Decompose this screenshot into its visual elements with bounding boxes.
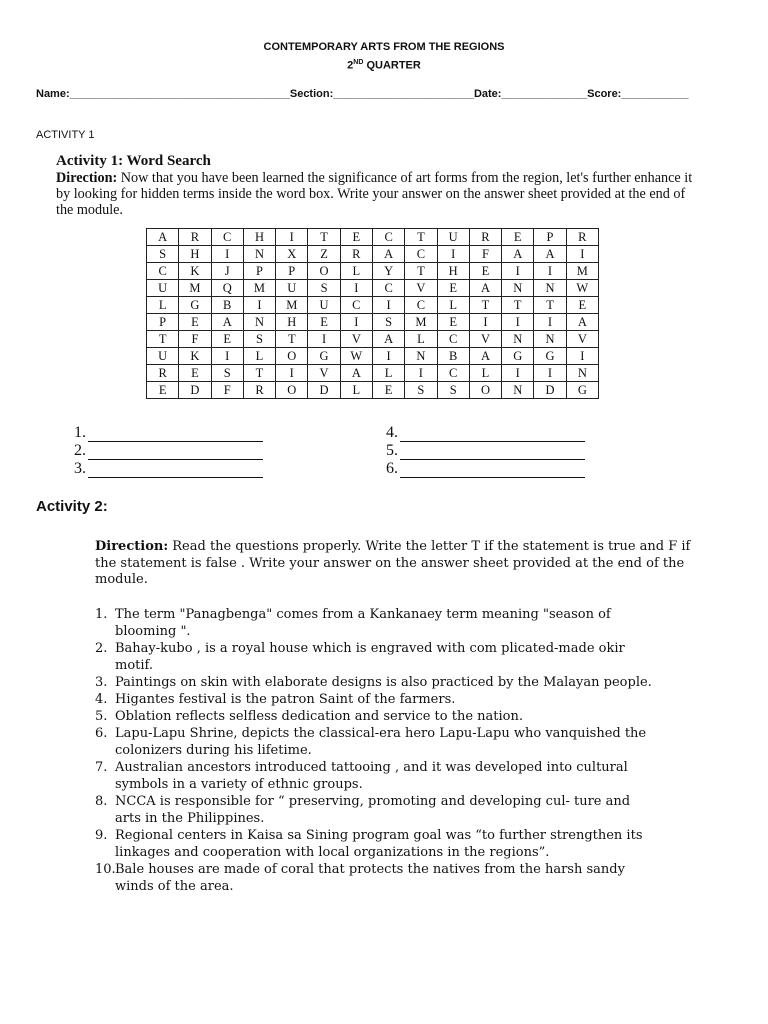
grid-cell: E	[211, 331, 243, 348]
statement-item	[95, 691, 655, 708]
statement-text: NCCA is responsible for “ preserving, promoting and developing cul- ture and arts in the Philippines.	[115, 794, 631, 826]
title-text: CONTEMPORARY ARTS FROM THE REGIONS	[263, 41, 505, 53]
grid-row	[147, 314, 599, 331]
grid-cell: I	[437, 246, 469, 263]
statement-number: 6.	[95, 726, 108, 741]
grid-cell: L	[469, 365, 501, 382]
grid-cell: O	[276, 348, 308, 365]
answer-number: 1.	[74, 424, 86, 441]
quarter-number: 2	[347, 59, 354, 72]
answer-line	[74, 442, 263, 460]
answer-blank	[400, 427, 585, 442]
grid-cell: E	[308, 314, 340, 331]
grid-cell: N	[502, 331, 534, 348]
word-search-direction	[56, 170, 696, 218]
statement-item	[95, 674, 655, 691]
activity1-label: ACTIVITY 1	[36, 129, 95, 141]
grid-cell: I	[534, 365, 566, 382]
grid-cell: G	[534, 348, 566, 365]
grid-cell: V	[308, 365, 340, 382]
grid-cell: S	[372, 314, 404, 331]
grid-cell: T	[502, 297, 534, 314]
statement-text: Regional centers in Kaisa sa Sining program goal was “to further strengthen its linkages and cooperation with local organizations in the regions”.	[115, 828, 643, 860]
grid-cell: I	[405, 365, 437, 382]
grid-cell: I	[276, 365, 308, 382]
grid-cell: E	[147, 382, 179, 399]
grid-cell: R	[147, 365, 179, 382]
statement-text: Paintings on skin with elaborate designs is also practiced by the Malayan people.	[115, 675, 652, 690]
grid-cell: V	[469, 331, 501, 348]
grid-cell: T	[276, 331, 308, 348]
grid-cell: I	[566, 246, 598, 263]
grid-cell: I	[502, 365, 534, 382]
statement-item	[95, 759, 655, 793]
grid-cell: N	[243, 314, 275, 331]
answer-line	[74, 424, 263, 442]
grid-cell: C	[437, 331, 469, 348]
grid-cell: T	[405, 229, 437, 246]
grid-cell: A	[211, 314, 243, 331]
grid-cell: D	[534, 382, 566, 399]
answer-blank	[88, 445, 263, 460]
grid-cell: W	[566, 280, 598, 297]
direction-text: Read the questions properly. Write the letter T if the statement is true and F if the statement is false . Write your answer on the answer sheet provided at the end of the module.	[95, 539, 691, 587]
statement-number: 3.	[95, 675, 108, 690]
grid-cell: N	[502, 382, 534, 399]
grid-cell: G	[308, 348, 340, 365]
grid-cell: E	[502, 229, 534, 246]
statement-item	[95, 861, 655, 895]
grid-cell: F	[469, 246, 501, 263]
grid-cell: A	[372, 246, 404, 263]
grid-cell: E	[469, 263, 501, 280]
grid-cell: R	[469, 229, 501, 246]
grid-cell: N	[566, 365, 598, 382]
grid-row	[147, 297, 599, 314]
grid-cell: D	[308, 382, 340, 399]
grid-cell: H	[243, 229, 275, 246]
grid-cell: P	[276, 263, 308, 280]
answer-blank	[400, 445, 585, 460]
grid-cell: V	[405, 280, 437, 297]
grid-cell: N	[534, 280, 566, 297]
grid-cell: T	[405, 263, 437, 280]
grid-cell: W	[340, 348, 372, 365]
grid-cell: I	[340, 314, 372, 331]
statement-item	[95, 725, 655, 759]
grid-cell: K	[179, 263, 211, 280]
grid-cell: P	[147, 314, 179, 331]
grid-cell: J	[211, 263, 243, 280]
true-false-list	[95, 606, 655, 895]
grid-cell: I	[534, 263, 566, 280]
grid-cell: I	[469, 314, 501, 331]
grid-cell: A	[469, 348, 501, 365]
grid-cell: C	[372, 229, 404, 246]
grid-cell: G	[179, 297, 211, 314]
document-title	[0, 40, 768, 74]
grid-cell: V	[340, 331, 372, 348]
statement-item	[95, 827, 655, 861]
grid-cell: I	[502, 263, 534, 280]
answer-line	[74, 460, 263, 478]
statement-item	[95, 793, 655, 827]
grid-cell: E	[437, 314, 469, 331]
grid-cell: A	[469, 280, 501, 297]
grid-cell: M	[179, 280, 211, 297]
grid-cell: U	[437, 229, 469, 246]
grid-cell: M	[243, 280, 275, 297]
statement-text: Australian ancestors introduced tattooing , and it was developed into cultural symbols in a variety of ethnic groups.	[115, 760, 628, 792]
grid-cell: E	[340, 229, 372, 246]
grid-cell: T	[147, 331, 179, 348]
grid-cell: S	[405, 382, 437, 399]
grid-cell: H	[179, 246, 211, 263]
grid-cell: R	[340, 246, 372, 263]
grid-cell: P	[534, 229, 566, 246]
grid-cell: F	[211, 382, 243, 399]
statement-text: Lapu-Lapu Shrine, depicts the classical-era hero Lapu-Lapu who vanquished the colonizers during his lifetime.	[115, 726, 647, 758]
statement-item	[95, 606, 655, 640]
answer-number: 3.	[74, 460, 86, 477]
grid-cell: G	[502, 348, 534, 365]
grid-cell: T	[469, 297, 501, 314]
grid-cell: K	[179, 348, 211, 365]
grid-cell: A	[502, 246, 534, 263]
student-info-line: Name:____________________________________Section:_______________________Date:______________Score:___________	[36, 88, 689, 100]
grid-cell: L	[437, 297, 469, 314]
grid-cell: I	[211, 348, 243, 365]
grid-cell: R	[179, 229, 211, 246]
grid-cell: S	[243, 331, 275, 348]
grid-cell: I	[566, 348, 598, 365]
grid-cell: O	[308, 263, 340, 280]
statement-number: 7.	[95, 760, 108, 775]
grid-cell: N	[534, 331, 566, 348]
statement-text: Bale houses are made of coral that protects the natives from the harsh sandy winds of the area.	[115, 862, 625, 894]
grid-cell: F	[179, 331, 211, 348]
grid-cell: B	[437, 348, 469, 365]
answer-blank	[400, 463, 585, 478]
grid-cell: X	[276, 246, 308, 263]
grid-cell: C	[405, 297, 437, 314]
grid-cell: I	[211, 246, 243, 263]
grid-cell: R	[566, 229, 598, 246]
answer-blank	[88, 463, 263, 478]
statement-number: 5.	[95, 709, 108, 724]
quarter-word: QUARTER	[366, 59, 421, 72]
statement-number: 4.	[95, 692, 108, 707]
statement-number: 9.	[95, 828, 108, 843]
grid-row	[147, 382, 599, 399]
quarter-superscript: ND	[353, 59, 364, 66]
grid-cell: T	[243, 365, 275, 382]
grid-cell: L	[243, 348, 275, 365]
grid-cell: E	[372, 382, 404, 399]
grid-cell: E	[179, 365, 211, 382]
grid-cell: A	[147, 229, 179, 246]
grid-cell: Y	[372, 263, 404, 280]
grid-cell: I	[340, 280, 372, 297]
grid-cell: E	[566, 297, 598, 314]
grid-cell: C	[147, 263, 179, 280]
grid-cell: E	[179, 314, 211, 331]
statement-item	[95, 640, 655, 674]
answer-blank	[88, 427, 263, 442]
grid-cell: C	[372, 280, 404, 297]
grid-cell: U	[147, 280, 179, 297]
statement-number: 10.	[95, 862, 116, 877]
grid-cell: Z	[308, 246, 340, 263]
grid-cell: S	[308, 280, 340, 297]
grid-cell: G	[566, 382, 598, 399]
answer-line	[386, 460, 585, 478]
grid-cell: D	[179, 382, 211, 399]
grid-cell: M	[405, 314, 437, 331]
grid-cell: N	[405, 348, 437, 365]
grid-row	[147, 229, 599, 246]
grid-cell: U	[147, 348, 179, 365]
grid-cell: B	[211, 297, 243, 314]
grid-cell: P	[243, 263, 275, 280]
grid-cell: H	[276, 314, 308, 331]
grid-cell: H	[437, 263, 469, 280]
grid-cell: C	[340, 297, 372, 314]
grid-cell: N	[243, 246, 275, 263]
answer-number: 6.	[386, 460, 398, 477]
grid-cell: R	[243, 382, 275, 399]
grid-cell: A	[340, 365, 372, 382]
grid-cell: A	[372, 331, 404, 348]
grid-cell: L	[340, 382, 372, 399]
activity2-title: Activity 2:	[36, 498, 108, 515]
direction-text: Now that you have been learned the significance of art forms from the region, let's further enhance it by looking for hidden terms inside the word box. Write your answer on the answer sheet provided at the end of the module.	[56, 170, 693, 218]
quarter-line	[0, 55, 768, 74]
grid-cell: M	[566, 263, 598, 280]
grid-cell: U	[276, 280, 308, 297]
grid-cell: S	[437, 382, 469, 399]
grid-row	[147, 280, 599, 297]
grid-cell: I	[276, 229, 308, 246]
grid-cell: A	[534, 246, 566, 263]
grid-row	[147, 348, 599, 365]
answer-line	[386, 442, 585, 460]
statement-text: Higantes festival is the patron Saint of the farmers.	[115, 692, 456, 707]
direction-label: Direction:	[56, 170, 118, 186]
answer-number: 5.	[386, 442, 398, 459]
answer-lines-right	[386, 424, 585, 478]
answer-number: 4.	[386, 424, 398, 441]
grid-cell: I	[243, 297, 275, 314]
statement-item	[95, 708, 655, 725]
grid-cell: I	[308, 331, 340, 348]
word-search-title: Activity 1: Word Search	[56, 153, 211, 169]
grid-cell: I	[372, 297, 404, 314]
grid-cell: Q	[211, 280, 243, 297]
grid-cell: C	[437, 365, 469, 382]
answer-lines-left	[74, 424, 263, 478]
grid-cell: M	[276, 297, 308, 314]
grid-cell: U	[308, 297, 340, 314]
grid-cell: N	[502, 280, 534, 297]
grid-cell: I	[372, 348, 404, 365]
grid-cell: S	[147, 246, 179, 263]
grid-cell: V	[566, 331, 598, 348]
statement-number: 8.	[95, 794, 108, 809]
grid-cell: T	[534, 297, 566, 314]
grid-cell: L	[405, 331, 437, 348]
statement-number: 2.	[95, 641, 108, 656]
true-false-direction	[95, 539, 705, 589]
answer-number: 2.	[74, 442, 86, 459]
grid-row	[147, 365, 599, 382]
grid-cell: T	[308, 229, 340, 246]
grid-row	[147, 263, 599, 280]
grid-cell: O	[469, 382, 501, 399]
grid-row	[147, 246, 599, 263]
grid-cell: O	[276, 382, 308, 399]
grid-cell: I	[502, 314, 534, 331]
statement-text: Bahay-kubo , is a royal house which is engraved with com plicated-made okir motif.	[115, 641, 625, 673]
word-search-grid	[146, 228, 599, 399]
statement-number: 1.	[95, 607, 108, 622]
grid-cell: L	[147, 297, 179, 314]
direction-label: Direction:	[95, 539, 169, 554]
grid-cell: L	[340, 263, 372, 280]
grid-cell: L	[372, 365, 404, 382]
answer-line	[386, 424, 585, 442]
grid-cell: A	[566, 314, 598, 331]
grid-cell: E	[437, 280, 469, 297]
statement-text: The term "Panagbenga" comes from a Kankanaey term meaning "season of blooming ".	[115, 607, 611, 639]
grid-row	[147, 331, 599, 348]
grid-cell: I	[534, 314, 566, 331]
grid-cell: S	[211, 365, 243, 382]
grid-cell: C	[211, 229, 243, 246]
grid-cell: C	[405, 246, 437, 263]
statement-text: Oblation reflects selfless dedication and service to the nation.	[115, 709, 523, 724]
